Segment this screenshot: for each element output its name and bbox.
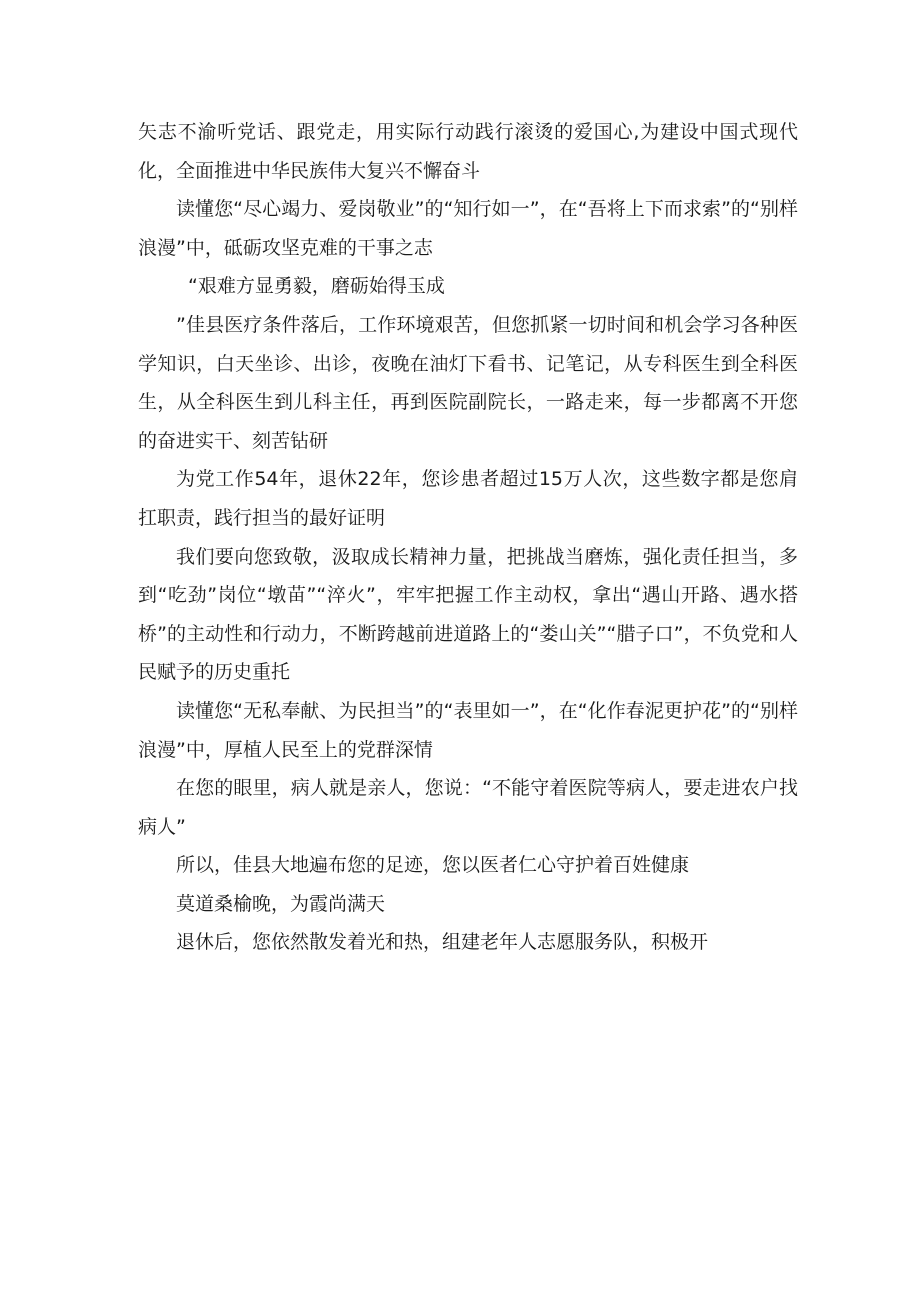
paragraph-4: ”佳县医疗条件落后，工作环境艰苦，但您抓紧一切时间和机会学习各种医学知识，白天坐诊、出诊，夜晚在油灯下看书、记笔记，从专科医生到全科医生，从全科医生到儿科主任，再到医院副院长，一路走来，每一步都离不开您的奋进实干、刻苦钻研 xyxy=(138,313,798,452)
paragraph-2: 读懂您“尽心竭力、爱岗敬业”的“知行如一”，在“吾将上下而求索”的“别样浪漫”中，砥砺攻坚克难的干事之志 xyxy=(138,198,798,259)
paragraph-8: 在您的眼里，病人就是亲人，您说：“不能守着医院等病人，要走进农户找病人” xyxy=(138,777,798,838)
paragraph-11: 退休后，您依然散发着光和热，组建老年人志愿服务队，积极开 xyxy=(176,931,709,954)
paragraph-7: 读懂您“无私奉献、为民担当”的“表里如一”，在“化作春泥更护花”的“别样浪漫”中，厚植人民至上的党群深情 xyxy=(138,699,798,761)
paragraph-9: 所以，佳县大地遍布您的足迹，您以医者仁心守护着百姓健康 xyxy=(176,854,690,877)
paragraph-1: 矢志不渝听党话、跟党走，用实际行动践行滚烫的爱国心,为建设中国式现代化，全面推进中华民族伟大复兴不懈奋斗 xyxy=(138,121,798,182)
paragraph-10: 莫道桑榆晚，为霞尚满天 xyxy=(176,892,386,915)
paragraph-3: “艰难方显勇毅，磨砺始得玉成 xyxy=(188,275,445,298)
paragraph-5: 为党工作54年，退休22年，您诊患者超过15万人次，这些数字都是您肩扛职责，践行担当的最好证明 xyxy=(138,468,798,529)
paragraph-6: 我们要向您致敬，汲取成长精神力量，把挑战当磨炼，强化责任担当，多到“吃劲”岗位“墩苗”“淬火”，牢牢把握工作主动权，拿出“遇山开路、遇水搭桥”的主动性和行动力，不断跨越前进道路上的“娄山关”“腊子口”，不负党和人民赋予的历史重托 xyxy=(138,545,798,684)
body-text xyxy=(138,113,798,962)
